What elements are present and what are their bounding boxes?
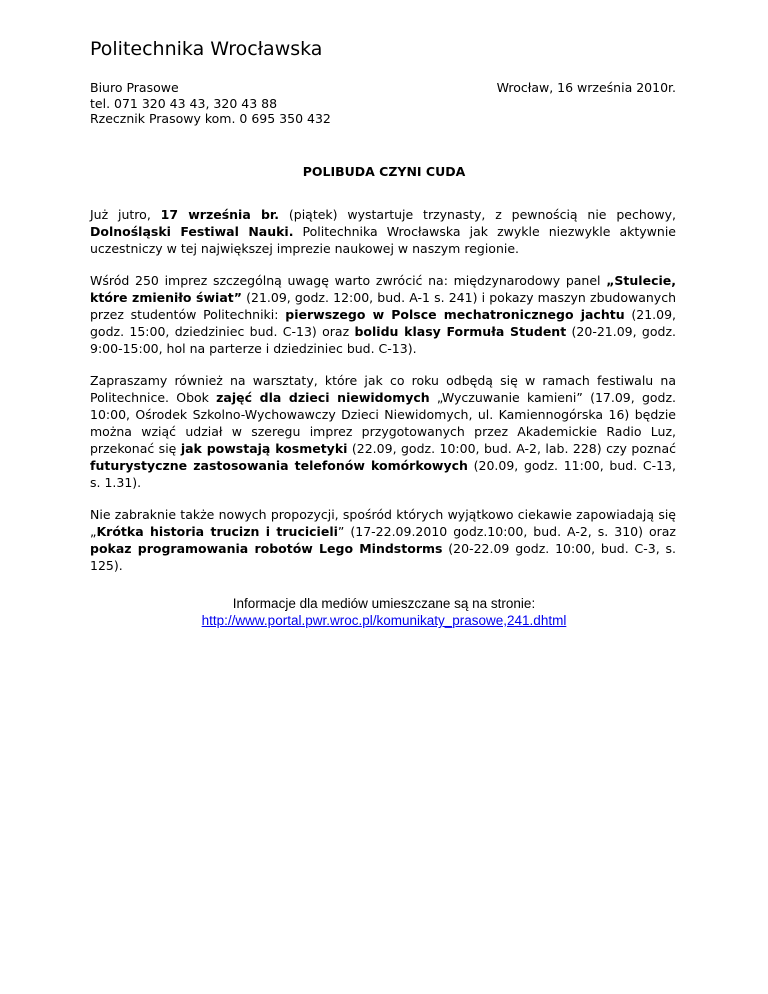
- bold-text: 17 września br.: [160, 207, 280, 222]
- text: (20-22.09 godz. 10:00, bud. C-3, s. 125).: [90, 541, 676, 573]
- bold-text: zajęć dla dzieci niewidomych: [216, 390, 430, 405]
- text: (20-21.09, godz. 9:00-15:00, hol na parterze i dziedziniec bud. C-13).: [90, 324, 676, 356]
- text: Nie zabraknie także nowych propozycji, spośród których wyjątkowo ciekawie zapowiadają się „: [90, 507, 676, 539]
- bold-text: Dolnośląski Festiwal Nauki.: [90, 224, 294, 239]
- date-line: Wrocław, 16 września 2010r.: [496, 80, 676, 95]
- bold-text: „Stulecie, które zmieniło świat”: [90, 273, 676, 305]
- sender-block: [90, 80, 331, 127]
- text: Wśród 250 imprez szczególną uwagę warto zwrócić na: międzynarodowy panel: [90, 273, 607, 288]
- bold-text: bolidu klasy Formuła Student: [354, 324, 567, 339]
- bold-text: pierwszego w Polsce mechatronicznego jachtu: [285, 307, 625, 322]
- text: ” (17-22.09.2010 godz.10:00, bud. A-2, s. 310) oraz: [337, 524, 676, 539]
- media-info-footer: [0, 595, 768, 629]
- press-releases-link[interactable]: http://www.portal.pwr.wroc.pl/komunikaty_prasowe,241.dhtml: [201, 613, 567, 628]
- institution-name: Politechnika Wrocławska: [90, 38, 323, 60]
- press-office: Biuro Prasowe: [90, 80, 179, 95]
- bold-text: Krótka historia trucizn i trucicieli: [96, 524, 338, 539]
- article-body: [90, 206, 676, 589]
- text: „Wyczuwanie kamieni” (17.09, godz. 10:00, Ośrodek Szkolno-Wychowawczy Dzieci Niewidomych, ul. Kamiennogórska 16) będzie można wziąć udział w szeregu imprez przygotowanych przez Akademickie Radio Luz, przekonać się: [90, 390, 676, 456]
- paragraph-4: [90, 506, 676, 574]
- bold-text: jak powstają kosmetyki: [180, 441, 348, 456]
- bold-text: futurystyczne zastosowania telefonów komórkowych: [90, 458, 468, 473]
- text: (piątek) wystartuje trzynasty, z pewnością nie pechowy,: [279, 207, 676, 222]
- bold-text: pokaz programowania robotów Lego Mindstorms: [90, 541, 443, 556]
- paragraph-3: [90, 372, 676, 491]
- text: (21.09, godz. 12:00, bud. A-1 s. 241) i pokazy maszyn zbudowanych przez studentów Politechniki:: [90, 290, 677, 322]
- phone-numbers: tel. 071 320 43 43, 320 43 88: [90, 95, 278, 111]
- text: (22.09, godz. 10:00, bud. A-2, lab. 228) czy poznać: [347, 441, 676, 456]
- text: (21.09, godz. 15:00, dziedziniec bud. C-13) oraz: [90, 307, 677, 339]
- text: Już jutro,: [90, 207, 161, 222]
- spokesperson-contact: Rzecznik Prasowy kom. 0 695 350 432: [90, 111, 331, 126]
- text: Politechnika Wrocławska jak zwykle niezwykle aktywnie uczestniczy w tej największej imprezie naukowej w naszym regionie.: [90, 224, 676, 256]
- media-info-text: Informacje dla mediów umieszczane są na stronie:: [232, 596, 536, 611]
- paragraph-2: [90, 272, 676, 357]
- text: (20.09, godz. 11:00, bud. C-13, s. 1.31).: [90, 458, 676, 490]
- text: Zapraszamy również na warsztaty, które jak co roku odbędą się w ramach festiwalu na Politechnice. Obok: [90, 373, 676, 405]
- headline: POLIBUDA CZYNI CUDA: [302, 164, 466, 179]
- paragraph-1: [90, 206, 676, 257]
